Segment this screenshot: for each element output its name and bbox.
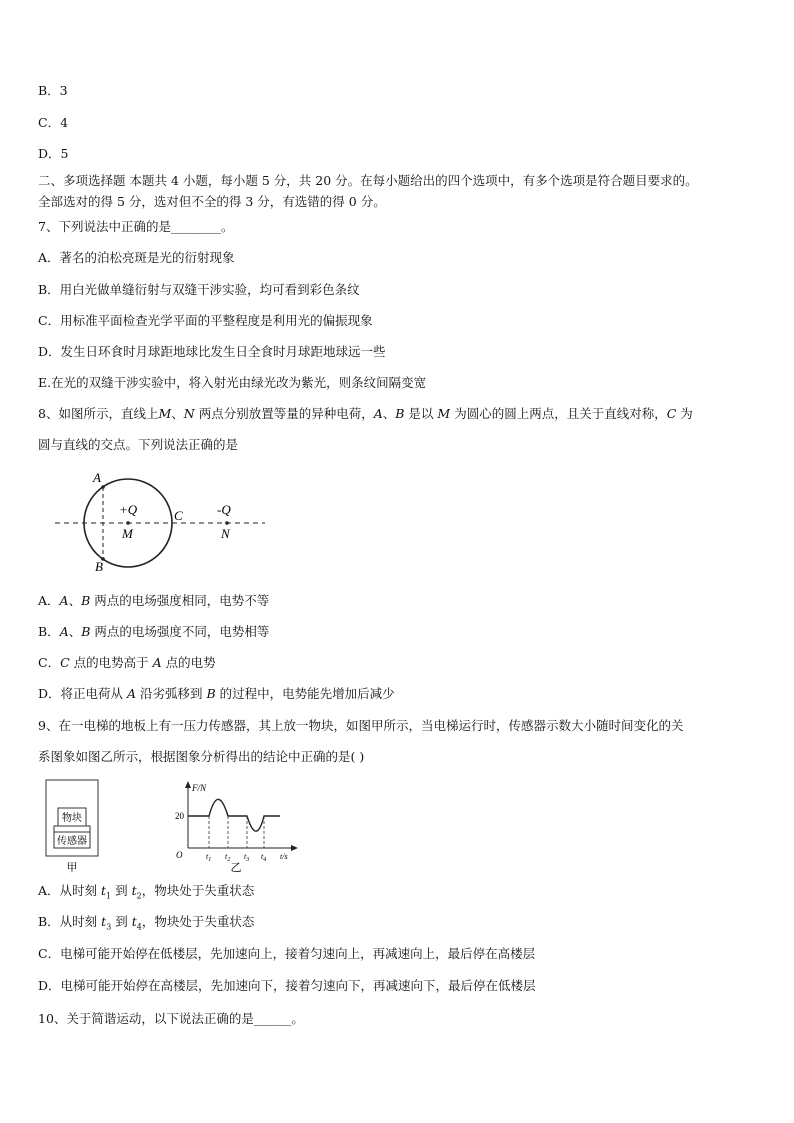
q8-figure <box>55 470 275 575</box>
section-instructions: 全部选对的得 5 分，选对但不全的得 3 分，有选错的得 0 分。 <box>38 194 386 209</box>
q8-option-a: A．A、B 两点的电场强度相同，电势不等 <box>38 593 270 608</box>
q7-option-e: E.在光的双缝干涉实验中，将入射光由绿光改为紫光，则条纹间隔变宽 <box>38 375 427 390</box>
option-b-prev: B．3 <box>38 83 68 98</box>
q8-stem-line2: 圆与直线的交点。下列说法正确的是 <box>38 437 239 452</box>
q7-stem: 7、下列说法中正确的是________。 <box>38 219 234 234</box>
tick-t3: $t_3$ <box>244 852 250 863</box>
q8-option-c: C．C 点的电势高于 A 点的电势 <box>38 655 216 670</box>
q9-option-c: C．电梯可能开始停在低楼层，先加速向上，接着匀速向上，再减速向上，最后停在高楼层 <box>38 946 536 961</box>
option-c-prev: C．4 <box>38 115 69 130</box>
tick-t4: $t_4$ <box>261 852 267 863</box>
point-n <box>225 521 229 525</box>
origin-o: O <box>176 850 183 860</box>
q9-stem-line1: 9、在一电梯的地板上有一压力传感器，其上放一物块，如图甲所示，当电梯运行时，传感器示数大小随时间变化的关 <box>38 718 684 733</box>
ylabel-f: F/N <box>192 783 207 793</box>
label-minus-q: -Q <box>217 502 231 517</box>
option-d-prev: D．5 <box>38 146 69 161</box>
point-m <box>126 521 130 525</box>
ytick-20: 20 <box>175 811 184 821</box>
label-m: M <box>122 526 133 541</box>
q9-option-b: B．从时刻 $t_3$ 到 $t_4$，物块处于失重状态 <box>38 914 255 932</box>
xunit-t: t/s <box>280 852 288 861</box>
q7-option-b: B．用白光做单缝衍射与双缝干涉实验，均可看到彩色条纹 <box>38 282 360 297</box>
block-label: 物块 <box>62 813 82 824</box>
caption-jia: 甲 <box>66 862 78 874</box>
q7-option-d: D．发生日环食时月球距地球比发生日全食时月球距地球远一些 <box>38 344 386 359</box>
y-axis-arrow <box>185 781 191 788</box>
point-a <box>101 485 105 489</box>
section-heading: 二、多项选择题 本题共 4 小题，每小题 5 分，共 20 分。在每小题给出的四个选项中，有多个选项是符合题目要求的。 <box>38 173 698 188</box>
force-curve <box>188 799 280 831</box>
sensor-label: 传感器 <box>57 836 87 847</box>
label-a: A <box>93 470 101 485</box>
q7-option-a: A．著名的泊松亮斑是光的衍射现象 <box>38 250 235 265</box>
sensor-plate <box>54 826 90 832</box>
label-plus-q: +Q <box>119 502 138 517</box>
q7-option-c: C．用标准平面检查光学平面的平整程度是利用光的偏振现象 <box>38 313 373 328</box>
q9-option-a: A．从时刻 $t_1$ 到 $t_2$，物块处于失重状态 <box>38 883 255 901</box>
x-axis-arrow <box>291 845 298 851</box>
q9-figure-yi <box>168 778 308 878</box>
q8-option-b: B．A、B 两点的电场强度不同，电势相等 <box>38 624 270 639</box>
q8-option-d: D．将正电荷从 A 沿劣弧移到 B 的过程中，电势能先增加后减少 <box>38 686 395 701</box>
tick-t1: $t_1$ <box>206 852 212 863</box>
q9-figure-jia <box>44 778 104 878</box>
tick-t2: $t_2$ <box>225 852 231 863</box>
q10-stem: 10、关于简谐运动，以下说法正确的是______。 <box>38 1011 304 1026</box>
q9-stem-line2: 系图象如图乙所示，根据图象分析得出的结论中正确的是( ) <box>38 749 365 764</box>
label-c: C <box>174 508 183 523</box>
q9-option-d: D．电梯可能开始停在高楼层，先加速向下，接着匀速向下，再减速向下，最后停在低楼层 <box>38 978 536 993</box>
caption-yi: 乙 <box>230 862 242 874</box>
label-n: N <box>221 526 230 541</box>
q8-stem-line1: 8、如图所示，直线上M、N 两点分别放置等量的异种电荷，A、B 是以 M 为圆心的圆上两点，且关于直线对称，C 为 <box>38 406 693 421</box>
label-b: B <box>95 559 103 574</box>
